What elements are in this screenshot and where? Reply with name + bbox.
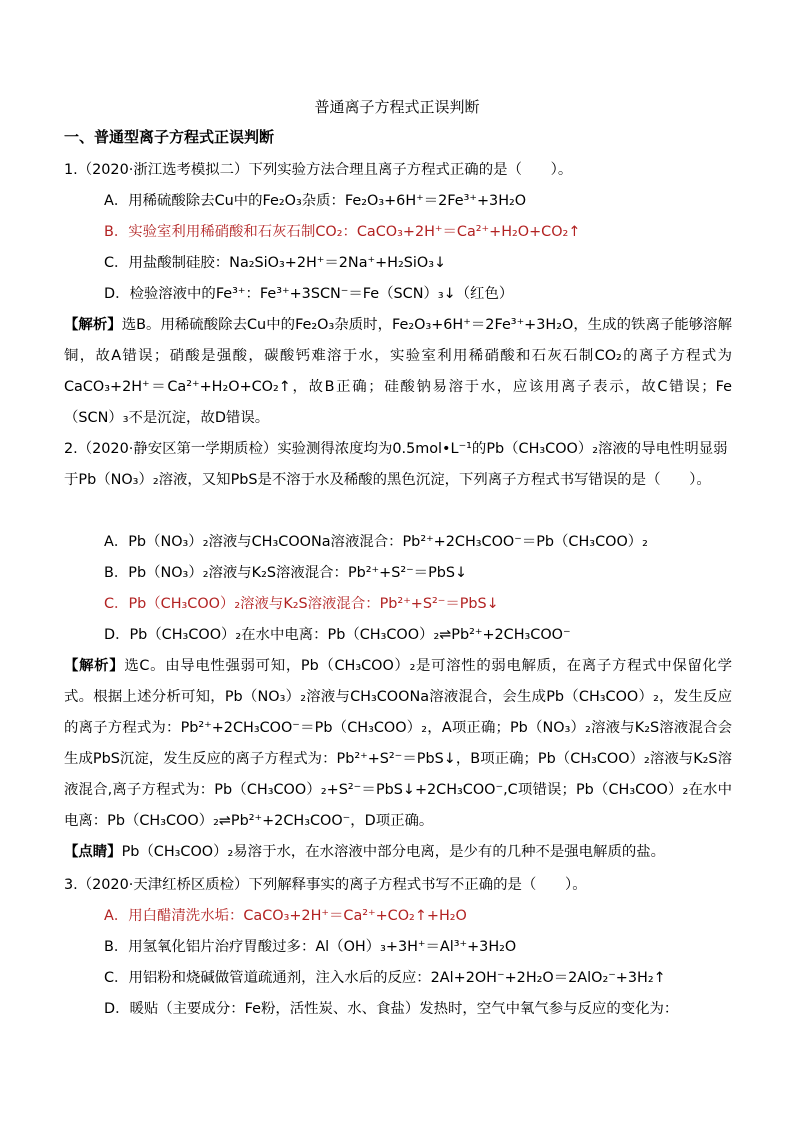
q2-option-d: D．Pb（CH₃COO）₂在水中电离：Pb（CH₃COO）₂⇌Pb²⁺+2CH₃COO⁻	[104, 627, 571, 643]
q2-stem: 2.（2020·静安区第一学期质检）实验测得浓度均为0.5mol•L⁻¹的Pb（CH₃COO）₂溶液的导电性明显弱于Pb（NO₃）₂溶液，又知PbS是不溶于水及稀酸的黑色沉淀，下列离子方程式书写错误的是（ ）。	[64, 441, 728, 488]
q1-option-b: B．实验室利用稀硝酸和石灰石制CO₂：CaCO₃+2H⁺＝Ca²⁺+H₂O+CO₂↑	[104, 224, 581, 240]
analysis-text: 选C。由导电性强弱可知，Pb（CH₃COO）₂是可溶性的弱电解质，在离子方程式中保留化学式。根据上述分析可知，Pb（NO₃）₂溶液与CH₃COONa溶液混合，会生成Pb（CH₃COO）₂，发生反应的离子方程式为：Pb²⁺+2CH₃COO⁻＝Pb（CH₃COO）₂，A项正确；Pb（NO₃）₂溶液与K₂S溶液混合会生成PbS沉淀，发生反应的离子方程式为：Pb²⁺+S²⁻＝PbS↓，B项正确；Pb（CH₃COO）₂溶液与K₂S溶液混合,离子方程式为：Pb（CH₃COO）₂+S²⁻＝PbS↓+2CH₃COO⁻,C项错误；Pb（CH₃COO）₂在水中电离：Pb（CH₃COO）₂⇌Pb²⁺+2CH₃COO⁻，D项正确。	[64, 658, 732, 829]
q1-stem: 1.（2020·浙江选考模拟二）下列实验方法合理且离子方程式正确的是（ ）。	[64, 162, 573, 178]
q3-option-c: C．用铝粉和烧碱做管道疏通剂，注入水后的反应：2Al+2OH⁻+2H₂O＝2AlO₂⁻+3H₂↑	[104, 970, 666, 986]
note-tag: 【点睛】	[64, 844, 122, 860]
q2-option-c: C．Pb（CH₃COO）₂溶液与K₂S溶液混合：Pb²⁺+S²⁻＝PbS↓	[104, 596, 499, 612]
q2-option-a: A．Pb（NO₃）₂溶液与CH₃COONa溶液混合：Pb²⁺+2CH₃COO⁻＝Pb（CH₃COO）₂	[104, 534, 648, 550]
q3-option-b: B．用氢氧化铝片治疗胃酸过多：Al（OH）₃+3H⁺＝Al³⁺+3H₂O	[104, 939, 517, 955]
q2-option-b: B．Pb（NO₃）₂溶液与K₂S溶液混合：Pb²⁺+S²⁻＝PbS↓	[104, 565, 468, 581]
q3-stem: 3.（2020·天津红桥区质检）下列解释事实的离子方程式书写不正确的是（ ）。	[64, 877, 587, 893]
page-title: 普通离子方程式正误判断	[314, 98, 480, 116]
q1-option-d: D．检验溶液中的Fe³⁺：Fe³⁺+3SCN⁻＝Fe（SCN）₃↓（红色）	[104, 286, 514, 302]
analysis-tag: 【解析】	[64, 317, 122, 333]
analysis-text: 选B。用稀硫酸除去Cu中的Fe₂O₃杂质时，Fe₂O₃+6H⁺＝2Fe³⁺+3H₂O，生成的铁离子能够溶解铜，故A错误；硝酸是强酸，碳酸钙难溶于水，实验室利用稀硝酸和石灰石制CO₂的离子方程式为CaCO₃+2H⁺＝Ca²⁺+H₂O+CO₂↑，故B正确；硅酸钠易溶于水，应该用离子表示，故C错误；Fe（SCN）₃不是沉淀，故D错误。	[64, 317, 732, 426]
q3-option-a: A．用白醋清洗水垢：CaCO₃+2H⁺＝Ca²⁺+CO₂↑+H₂O	[104, 908, 467, 924]
q1-option-c: C．用盐酸制硅胶：Na₂SiO₃+2H⁺＝2Na⁺+H₂SiO₃↓	[104, 255, 447, 271]
analysis-tag: 【解析】	[64, 658, 125, 674]
note-text: Pb（CH₃COO）₂易溶于水，在水溶液中部分电离，是少有的几种不是强电解质的盐。	[121, 844, 666, 860]
q1-option-a: A．用稀硫酸除去Cu中的Fe₂O₃杂质：Fe₂O₃+6H⁺＝2Fe³⁺+3H₂O	[104, 193, 527, 209]
q1-analysis	[64, 310, 732, 434]
q2-analysis	[64, 651, 732, 837]
q2-note	[64, 837, 732, 868]
q3-option-d: D．暖贴（主要成分：Fe粉，活性炭、水、食盐）发热时，空气中氧气参与反应的变化为：	[104, 1001, 679, 1017]
section-heading: 一、普通型离子方程式正误判断	[64, 128, 275, 146]
